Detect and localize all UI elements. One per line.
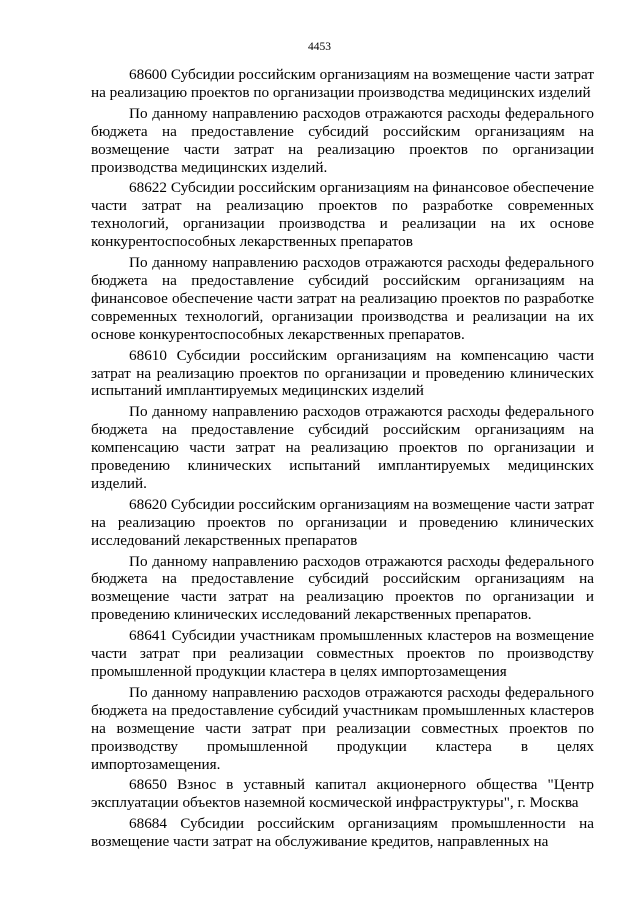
paragraph-68610-heading: 68610 Субсидии российским организациям на компенсацию части затрат на реализацию проектов по организации и проведению клинических испытаний имплантируемых медицинских изделий (91, 346, 594, 400)
paragraph-68650-heading: 68650 Взнос в уставный капитал акционерного общества "Центр эксплуатации объектов наземной космической инфраструктуры", г. Москва (91, 776, 594, 812)
paragraph-68684-heading: 68684 Субсидии российским организациям промышленности на возмещение части затрат на обслуживание кредитов, направленных на (91, 815, 594, 851)
paragraph-68641-description: По данному направлению расходов отражаются расходы федерального бюджета на предоставление субсидий участникам промышленных кластеров на возмещение части затрат при реализации совместных проектов по производству промышленной продукции кластера в целях импортозамещения. (91, 683, 594, 773)
paragraph-68610-description: По данному направлению расходов отражаются расходы федерального бюджета на предоставление субсидий российским организациям на компенсацию части затрат на реализацию проектов по организации и проведению клинических испытаний имплантируемых медицинских изделий. (91, 403, 594, 492)
document-body (91, 66, 594, 854)
paragraph-68622-description: По данному направлению расходов отражаются расходы федерального бюджета на предоставление субсидий российским организациям на финансовое обеспечение части затрат на реализацию проектов по разработке современных технологий, организации производства и реализации на их основе конкурентоспособных лекарственных препаратов. (91, 254, 594, 343)
paragraph-68600-description: По данному направлению расходов отражаются расходы федерального бюджета на предоставление субсидий российским организациям на возмещение части затрат на реализацию проектов по организации производства медицинских изделий. (91, 104, 594, 176)
page-number: 4453 (308, 41, 331, 53)
paragraph-68622-heading: 68622 Субсидии российским организациям на финансовое обеспечение части затрат на реализацию проектов по разработке современных технологий, организации производства и реализации на их основе конкурентоспособных лекарственных препаратов (91, 179, 594, 251)
paragraph-68600-heading: 68600 Субсидии российским организациям на возмещение части затрат на реализацию проектов по организации производства медицинских изделий (91, 66, 594, 101)
paragraph-68620-description: По данному направлению расходов отражаются расходы федерального бюджета на предоставление субсидий российским организациям на возмещение части затрат на реализацию проектов по организации и проведению клинических исследований лекарственных препаратов. (91, 552, 594, 624)
paragraph-68641-heading: 68641 Субсидии участникам промышленных кластеров на возмещение части затрат при реализации совместных проектов по производству промышленной продукции кластера в целях импортозамещения (91, 627, 594, 680)
paragraph-68620-heading: 68620 Субсидии российским организациям на возмещение части затрат на реализацию проектов по организации и проведению клинических исследований лекарственных препаратов (91, 495, 594, 549)
